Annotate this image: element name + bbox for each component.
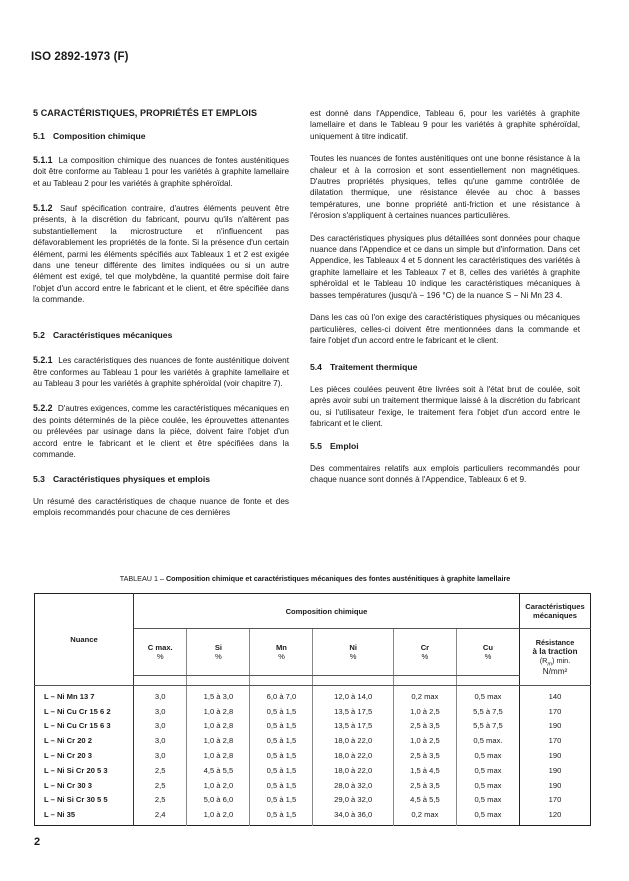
column-name: Cu (482, 643, 494, 652)
table-row (35, 793, 591, 808)
section-title: Traitement thermique (329, 362, 418, 373)
column-header-si (187, 629, 250, 676)
column-header-c (134, 629, 187, 676)
cell-tensile-strength: 190 (520, 778, 591, 793)
cell-cr: 2,5 à 3,5 (393, 778, 456, 793)
cell-mn: 0,5 à 1,5 (250, 793, 313, 808)
cell-cu: 5,5 à 7,5 (456, 704, 519, 719)
cell-cr: 1,5 à 4,5 (393, 763, 456, 778)
right-column (310, 108, 580, 497)
cell-ni: 18,0 à 22,0 (313, 748, 393, 763)
cell-cu: 0,5 max (456, 807, 519, 825)
column-group-mechanical (520, 594, 591, 629)
cell-ni: 18,0 à 22,0 (313, 763, 393, 778)
column-unit: % (484, 652, 492, 661)
column-header-cr (393, 629, 456, 676)
cell-cr: 2,5 à 3,5 (393, 748, 456, 763)
cell-mn: 0,5 à 1,5 (250, 748, 313, 763)
cell-ni: 13,5 à 17,5 (313, 704, 393, 719)
rm-close: ) min. (552, 655, 571, 665)
cell-nuance: L – Ni Mn 13 7 (35, 686, 134, 704)
cell-nuance: L – Ni Cu Cr 15 6 3 (35, 719, 134, 734)
cell-mn: 0,5 à 1,5 (250, 733, 313, 748)
column-unit: % (278, 652, 285, 661)
table-row (35, 807, 591, 825)
cell-si: 1,5 à 3,0 (187, 686, 250, 704)
cell-c: 3,0 (134, 704, 187, 719)
column-group-composition: Composition chimique (134, 594, 520, 629)
column-header-mn (250, 629, 313, 676)
cell-c: 3,0 (134, 748, 187, 763)
cell-tensile-strength: 190 (520, 763, 591, 778)
cell-nuance: L – Ni Si Cr 30 5 5 (35, 793, 134, 808)
cell-c: 2,5 (134, 763, 187, 778)
section-number: 5.1 (33, 131, 45, 142)
paragraph-5-1-1 (33, 155, 289, 189)
header-line: N/mm² (542, 667, 568, 677)
cell-tensile-strength: 170 (520, 793, 591, 808)
paragraph-5-1-2 (33, 203, 289, 306)
rm-open: (R (539, 655, 548, 665)
paragraph-number: 5.1.2 (33, 203, 53, 214)
cell-si: 1,0 à 2,8 (187, 733, 250, 748)
cell-mn: 0,5 à 1,5 (250, 763, 313, 778)
paragraph-5-3-start: Un résumé des caractéristiques de chaque nuance de fonte et des emplois recommandés pour chacune de ces dernières (33, 496, 289, 518)
cell-tensile-strength: 170 (520, 704, 591, 719)
table-label: TABLEAU 1 – (119, 574, 166, 583)
spacer-cell (456, 676, 519, 686)
table-row (35, 733, 591, 748)
cell-cu: 0,5 max (456, 748, 519, 763)
column-name: Cr (420, 643, 430, 652)
paragraph-number: 5.2.2 (33, 403, 53, 414)
table-row (35, 778, 591, 793)
table-row (35, 704, 591, 719)
paragraph-5-3-special: Dans les cas où l'on exige des caractéristiques physiques ou mécaniques particulières, celles-ci doivent être mentionnées dans la commande et faire l'objet d'un accord entre le fabricant et le client. (310, 313, 580, 345)
spacer-cell (313, 676, 393, 686)
page-number: 2 (34, 836, 41, 848)
cell-tensile-strength: 190 (520, 719, 591, 734)
cell-cr: 4,5 à 5,5 (393, 793, 456, 808)
cell-si: 1,0 à 2,8 (187, 748, 250, 763)
paragraph-5-2-2 (33, 403, 289, 460)
section-5-4-heading (310, 362, 580, 373)
cell-si: 1,0 à 2,8 (187, 719, 250, 734)
section-number: 5.5 (310, 441, 322, 452)
section-title: Caractéristiques physiques et emplois (52, 474, 211, 485)
cell-c: 3,0 (134, 719, 187, 734)
cell-cr: 0,2 max (393, 807, 456, 825)
cell-cr: 0,2 max (393, 686, 456, 704)
paragraph-text: Sauf spécification contraire, d'autres éléments peuvent être présents, à la discrétion du fabricant, pourvu qu'ils n'altèrent pas substantiellement la microstructure et n'influencent pas défavorablement les propriétés de la fonte. Si la présence d'un certain élément, parmi les éléments spécifiés aux Tableaux 1 et 2 est exigée dans une teneur différente des limites indiquées ou si un autre élément est exigé, tel que molybdène, la quantité permise doit faire l'objet d'un accord entre le fabricant et le client, et être spécifiée dans la commande. (33, 204, 290, 305)
spacer-cell (393, 676, 456, 686)
cell-c: 2,5 (134, 793, 187, 808)
section-title: Emploi (329, 441, 359, 452)
column-header-nuance: Nuance (35, 594, 134, 686)
cell-si: 1,0 à 2,8 (187, 704, 250, 719)
cell-c: 2,5 (134, 778, 187, 793)
table-1 (34, 593, 591, 826)
cell-tensile-strength: 140 (520, 686, 591, 704)
table-row (35, 686, 591, 704)
cell-mn: 6,0 à 7,0 (250, 686, 313, 704)
section-5-2-heading (33, 330, 289, 341)
cell-cu: 0,5 max. (456, 733, 519, 748)
cell-ni: 29,0 à 32,0 (313, 793, 393, 808)
table-title: Composition chimique et caractéristiques mécaniques des fontes austénitiques à graphite lamellaire (165, 574, 511, 583)
cell-si: 1,0 à 2,0 (187, 807, 250, 825)
cell-cr: 1,0 à 2,5 (393, 733, 456, 748)
left-column (33, 108, 289, 530)
section-number: 5.3 (33, 474, 45, 485)
column-name: Si (214, 643, 223, 652)
cell-tensile-strength: 120 (520, 807, 591, 825)
cell-c: 2,4 (134, 807, 187, 825)
paragraph-text: Les caractéristiques des nuances de fonte austénitique doivent être conformes au Tableau 1 pour les variétés à graphite lamellaire et au Tableau 3 pour les variétés à graphite sphéroïdal (voir chapitre 7). (33, 356, 289, 388)
cell-nuance: L – Ni Cr 30 3 (35, 778, 134, 793)
header-line (520, 656, 590, 667)
column-unit: % (156, 652, 164, 661)
section-number: 5.2 (33, 329, 45, 340)
cell-cu: 5,5 à 7,5 (456, 719, 519, 734)
paragraph-5-3-continued: est donné dans l'Appendice, Tableau 6, pour les variétés à graphite lamellaire et dans le Tableau 9 pour les variétés à graphite sphéroïdal, uniquement à titre indicatif. (310, 109, 580, 141)
cell-mn: 0,5 à 1,5 (250, 807, 313, 825)
section-title: Caractéristiques mécaniques (52, 329, 173, 340)
cell-ni: 18,0 à 22,0 (313, 733, 393, 748)
table-row (35, 719, 591, 734)
cell-cu: 0,5 max (456, 763, 519, 778)
column-name: Ni (349, 643, 357, 652)
cell-cr: 1,0 à 2,5 (393, 704, 456, 719)
cell-nuance: L – Ni 35 (35, 807, 134, 825)
paragraph-5-4: Les pièces coulées peuvent être livrées soit à l'état brut de coulée, soit après avoir subi un traitement thermique laissé à la discrétion du fabricant ou, si l'utilisateur l'exige, le traitement fera l'objet d'un accord entre le fabricant et le client. (310, 384, 580, 428)
column-header-tensile-strength (520, 629, 591, 686)
rm-subscript: m (547, 661, 553, 668)
section-5-5-heading (310, 441, 580, 452)
cell-si: 5,0 à 6,0 (187, 793, 250, 808)
header-line: à la traction (532, 646, 578, 656)
cell-ni: 34,0 à 36,0 (313, 807, 393, 825)
section-5-3-heading (33, 474, 289, 485)
column-unit: % (215, 652, 222, 661)
column-unit: % (349, 652, 357, 661)
cell-si: 1,0 à 2,0 (187, 778, 250, 793)
cell-nuance: L – Ni Si Cr 20 5 3 (35, 763, 134, 778)
column-unit: % (421, 652, 429, 661)
group-label-line-1: Caractéristiques (525, 602, 585, 611)
table-row (35, 763, 591, 778)
cell-cu: 0,5 max (456, 778, 519, 793)
column-name: Mn (275, 643, 287, 652)
spacer-cell (250, 676, 313, 686)
section-title: Composition chimique (52, 131, 146, 142)
paragraph-number: 5.2.1 (33, 355, 53, 366)
cell-mn: 0,5 à 1,5 (250, 704, 313, 719)
cell-cr: 2,5 à 3,5 (393, 719, 456, 734)
cell-cu: 0,5 max (456, 686, 519, 704)
paragraph-5-5: Des commentaires relatifs aux emplois particuliers recommandés pour chaque nuance sont donnés à l'Appendice, Tableaux 6 et 9. (310, 463, 580, 485)
paragraph-text: D'autres exigences, comme les caractéristiques mécaniques en des points déterminés de la pièce coulée, les éprouvettes attenantes ou prélevées par usinage dans la pièce, doivent faire l'objet d'un accord entre le fabricant et le client et être spécifiées dans la commande. (33, 404, 289, 459)
document-id: ISO 2892-1973 (F) (31, 51, 129, 63)
cell-mn: 0,5 à 1,5 (250, 778, 313, 793)
section-5-title: 5 CARACTÉRISTIQUES, PROPRIÉTÉS ET EMPLOIS (33, 108, 258, 118)
section-number: 5.4 (310, 362, 322, 373)
table-1-body (35, 686, 591, 826)
column-name: C max. (147, 643, 173, 652)
column-header-ni (313, 629, 393, 676)
cell-si: 4,5 à 5,5 (187, 763, 250, 778)
cell-mn: 0,5 à 1,5 (250, 719, 313, 734)
cell-cu: 0,5 max (456, 793, 519, 808)
paragraph-5-2-1 (33, 355, 289, 389)
paragraph-5-3-properties: Toutes les nuances de fontes austénitiques ont une bonne résistance à la chaleur et à la corrosion et sont essentiellement non magnétiques. D'autres propriétés physiques, telles qu'une gamme contrôlée de dilatation thermique, une résistance élevée au choc à basses températures, une bonne propriété anti-friction et une résistance à l'érosion s'appliquent à certaines nuances particulières. (310, 154, 580, 221)
cell-ni: 13,5 à 17,5 (313, 719, 393, 734)
cell-c: 3,0 (134, 733, 187, 748)
paragraph-text: La composition chimique des nuances de fontes austénitiques doit être conforme au Tableau 1 pour les variétés à graphite lamellaire et au Tableau 2 pour les variétés à graphite sphéroïdal. (33, 155, 289, 188)
cell-nuance: L – Ni Cu Cr 15 6 2 (35, 704, 134, 719)
group-label-line-2: mécaniques (533, 611, 577, 620)
cell-tensile-strength: 190 (520, 748, 591, 763)
cell-nuance: L – Ni Cr 20 2 (35, 733, 134, 748)
spacer-cell (134, 676, 187, 686)
paragraph-5-3-appendix: Des caractéristiques physiques plus détaillées sont données pour chaque nuance dans l'Appendice et ce dans un simple but d'information. Dans cet Appendice, les Tableaux 4 et 5 donnent les caractéristiques des variétés à graphite lamellaire et les Tableaux 7 et 8, celles des variétés à graphite sphéroïdal et le Tableau 10 indique les caractéristiques mécaniques à basses températures (jusqu'à − 196 °C) de la nuance S − Ni Mn 23 4. (310, 233, 580, 300)
section-5-1-heading (33, 131, 289, 142)
paragraph-number: 5.1.1 (33, 154, 53, 165)
cell-nuance: L – Ni Cr 20 3 (35, 748, 134, 763)
cell-tensile-strength: 170 (520, 733, 591, 748)
cell-c: 3,0 (134, 686, 187, 704)
spacer-cell (187, 676, 250, 686)
cell-ni: 28,0 à 32,0 (313, 778, 393, 793)
table-row (35, 748, 591, 763)
column-header-cu (456, 629, 519, 676)
table-1-caption (30, 574, 600, 583)
cell-ni: 12,0 à 14,0 (313, 686, 393, 704)
header-line: Résistance (535, 637, 575, 647)
